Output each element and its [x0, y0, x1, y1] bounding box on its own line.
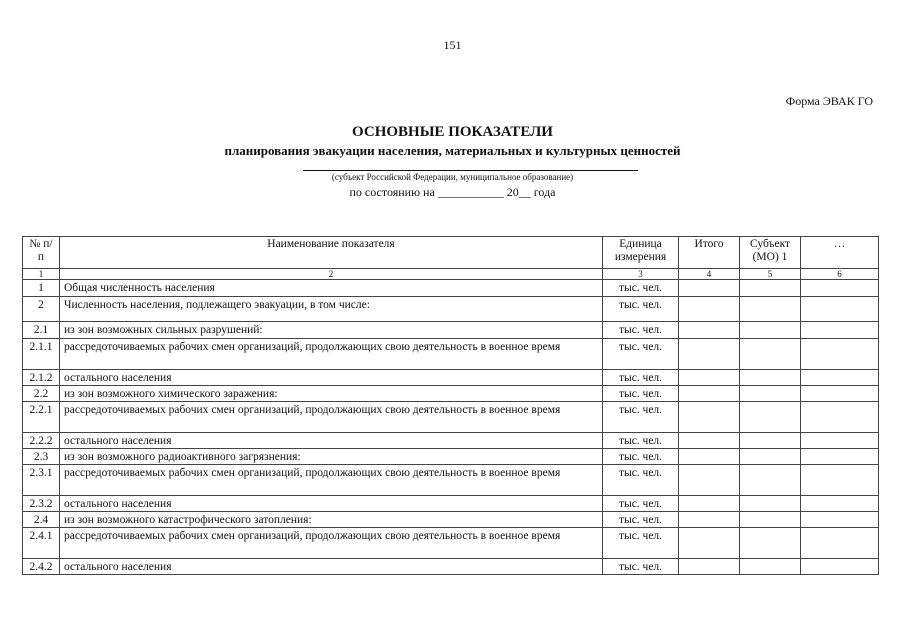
row-name: остального населения [60, 559, 603, 575]
row-total-cell[interactable] [679, 528, 740, 559]
row-number: 2.3.2 [23, 496, 60, 512]
table-row [23, 512, 879, 528]
document-title: ОСНОВНЫЕ ПОКАЗАТЕЛИ [352, 124, 553, 140]
table-row [23, 386, 879, 402]
row-number: 2.1.2 [23, 370, 60, 386]
header-total: Итого [679, 237, 740, 269]
row-number: 2.1 [23, 322, 60, 339]
column-number: 3 [603, 269, 679, 280]
row-subject-cell[interactable] [740, 559, 801, 575]
row-total-cell[interactable] [679, 433, 740, 449]
row-subject-cell[interactable] [740, 433, 801, 449]
row-name: Общая численность населения [60, 280, 603, 297]
row-total-cell[interactable] [679, 339, 740, 370]
header-name: Наименование показателя [60, 237, 603, 269]
row-unit: тыс. чел. [603, 386, 679, 402]
page-number: 151 [443, 38, 462, 52]
row-unit: тыс. чел. [603, 339, 679, 370]
row-unit: тыс. чел. [603, 512, 679, 528]
document-subtitle: планирования эвакуации населения, материальных и культурных ценностей [224, 143, 681, 158]
row-total-cell[interactable] [679, 496, 740, 512]
table-row [23, 449, 879, 465]
row-name: из зон возможного катастрофического затопления: [60, 512, 603, 528]
row-name: из зон возможного радиоактивного загрязнения: [60, 449, 603, 465]
subject-caption: (субъект Российской Федерации, муниципальное образование) [331, 172, 574, 182]
row-subject-cell[interactable] [740, 528, 801, 559]
table-row [23, 465, 879, 496]
column-number: 6 [801, 269, 879, 280]
row-subject-cell[interactable] [740, 512, 801, 528]
row-unit: тыс. чел. [603, 528, 679, 559]
row-subject-cell[interactable] [740, 402, 801, 433]
table-row [23, 280, 879, 297]
row-more-cell[interactable] [801, 512, 879, 528]
table-row [23, 339, 879, 370]
header-subject: Субъект (МО) 1 [740, 237, 801, 269]
row-number: 2.3 [23, 449, 60, 465]
form-code: Форма ЭВАК ГО [785, 94, 873, 108]
row-subject-cell[interactable] [740, 386, 801, 402]
row-name: рассредоточиваемых рабочих смен организаций, продолжающих свою деятельность в военное время [60, 339, 603, 370]
column-number: 1 [23, 269, 60, 280]
table-row [23, 402, 879, 433]
row-name: рассредоточиваемых рабочих смен организаций, продолжающих свою деятельность в военное время [60, 402, 603, 433]
row-total-cell[interactable] [679, 370, 740, 386]
row-total-cell[interactable] [679, 386, 740, 402]
table-body [23, 280, 879, 575]
row-total-cell[interactable] [679, 465, 740, 496]
header-unit: Единица измерения [603, 237, 679, 269]
row-unit: тыс. чел. [603, 449, 679, 465]
row-subject-cell[interactable] [740, 322, 801, 339]
row-more-cell[interactable] [801, 370, 879, 386]
row-total-cell[interactable] [679, 322, 740, 339]
row-subject-cell[interactable] [740, 496, 801, 512]
table-row [23, 496, 879, 512]
row-number: 2.2.1 [23, 402, 60, 433]
row-number: 2.2.2 [23, 433, 60, 449]
row-subject-cell[interactable] [740, 280, 801, 297]
column-number: 4 [679, 269, 740, 280]
column-number: 5 [740, 269, 801, 280]
row-total-cell[interactable] [679, 297, 740, 322]
row-total-cell[interactable] [679, 512, 740, 528]
row-subject-cell[interactable] [740, 465, 801, 496]
header-num: № п/п [23, 237, 60, 269]
table-header-row [23, 237, 879, 269]
row-unit: тыс. чел. [603, 280, 679, 297]
row-unit: тыс. чел. [603, 496, 679, 512]
row-name: Численность населения, подлежащего эвакуации, в том числе: [60, 297, 603, 322]
column-numbers-row [23, 269, 879, 280]
row-more-cell[interactable] [801, 433, 879, 449]
row-total-cell[interactable] [679, 402, 740, 433]
row-more-cell[interactable] [801, 297, 879, 322]
row-more-cell[interactable] [801, 402, 879, 433]
row-unit: тыс. чел. [603, 297, 679, 322]
row-more-cell[interactable] [801, 322, 879, 339]
row-name: остального населения [60, 496, 603, 512]
row-number: 1 [23, 280, 60, 297]
row-number: 2.4.2 [23, 559, 60, 575]
table-row [23, 297, 879, 322]
row-unit: тыс. чел. [603, 559, 679, 575]
row-more-cell[interactable] [801, 559, 879, 575]
row-subject-cell[interactable] [740, 449, 801, 465]
table-row [23, 433, 879, 449]
subject-fill-line [303, 170, 638, 171]
row-unit: тыс. чел. [603, 322, 679, 339]
row-name: из зон возможного химического заражения: [60, 386, 603, 402]
row-number: 2.4 [23, 512, 60, 528]
indicators-table [22, 236, 879, 575]
row-more-cell[interactable] [801, 528, 879, 559]
header-more: … [801, 237, 879, 269]
row-number: 2 [23, 297, 60, 322]
row-name: остального населения [60, 433, 603, 449]
row-subject-cell[interactable] [740, 370, 801, 386]
row-total-cell[interactable] [679, 280, 740, 297]
table-row [23, 559, 879, 575]
row-unit: тыс. чел. [603, 370, 679, 386]
table-row [23, 322, 879, 339]
row-number: 2.1.1 [23, 339, 60, 370]
row-unit: тыс. чел. [603, 465, 679, 496]
row-name: рассредоточиваемых рабочих смен организаций, продолжающих свою деятельность в военное время [60, 528, 603, 559]
row-total-cell[interactable] [679, 559, 740, 575]
row-unit: тыс. чел. [603, 402, 679, 433]
table-row [23, 370, 879, 386]
row-more-cell[interactable] [801, 386, 879, 402]
row-more-cell[interactable] [801, 496, 879, 512]
as-of-date-line: по состоянию на ___________ 20__ года [349, 185, 556, 199]
row-subject-cell[interactable] [740, 339, 801, 370]
row-more-cell[interactable] [801, 280, 879, 297]
row-unit: тыс. чел. [603, 433, 679, 449]
row-more-cell[interactable] [801, 339, 879, 370]
row-name: рассредоточиваемых рабочих смен организаций, продолжающих свою деятельность в военное время [60, 465, 603, 496]
row-number: 2.3.1 [23, 465, 60, 496]
row-more-cell[interactable] [801, 465, 879, 496]
table-row [23, 528, 879, 559]
row-total-cell[interactable] [679, 449, 740, 465]
row-name: из зон возможных сильных разрушений: [60, 322, 603, 339]
row-more-cell[interactable] [801, 449, 879, 465]
column-number: 2 [60, 269, 603, 280]
row-subject-cell[interactable] [740, 297, 801, 322]
row-number: 2.4.1 [23, 528, 60, 559]
row-name: остального населения [60, 370, 603, 386]
row-number: 2.2 [23, 386, 60, 402]
